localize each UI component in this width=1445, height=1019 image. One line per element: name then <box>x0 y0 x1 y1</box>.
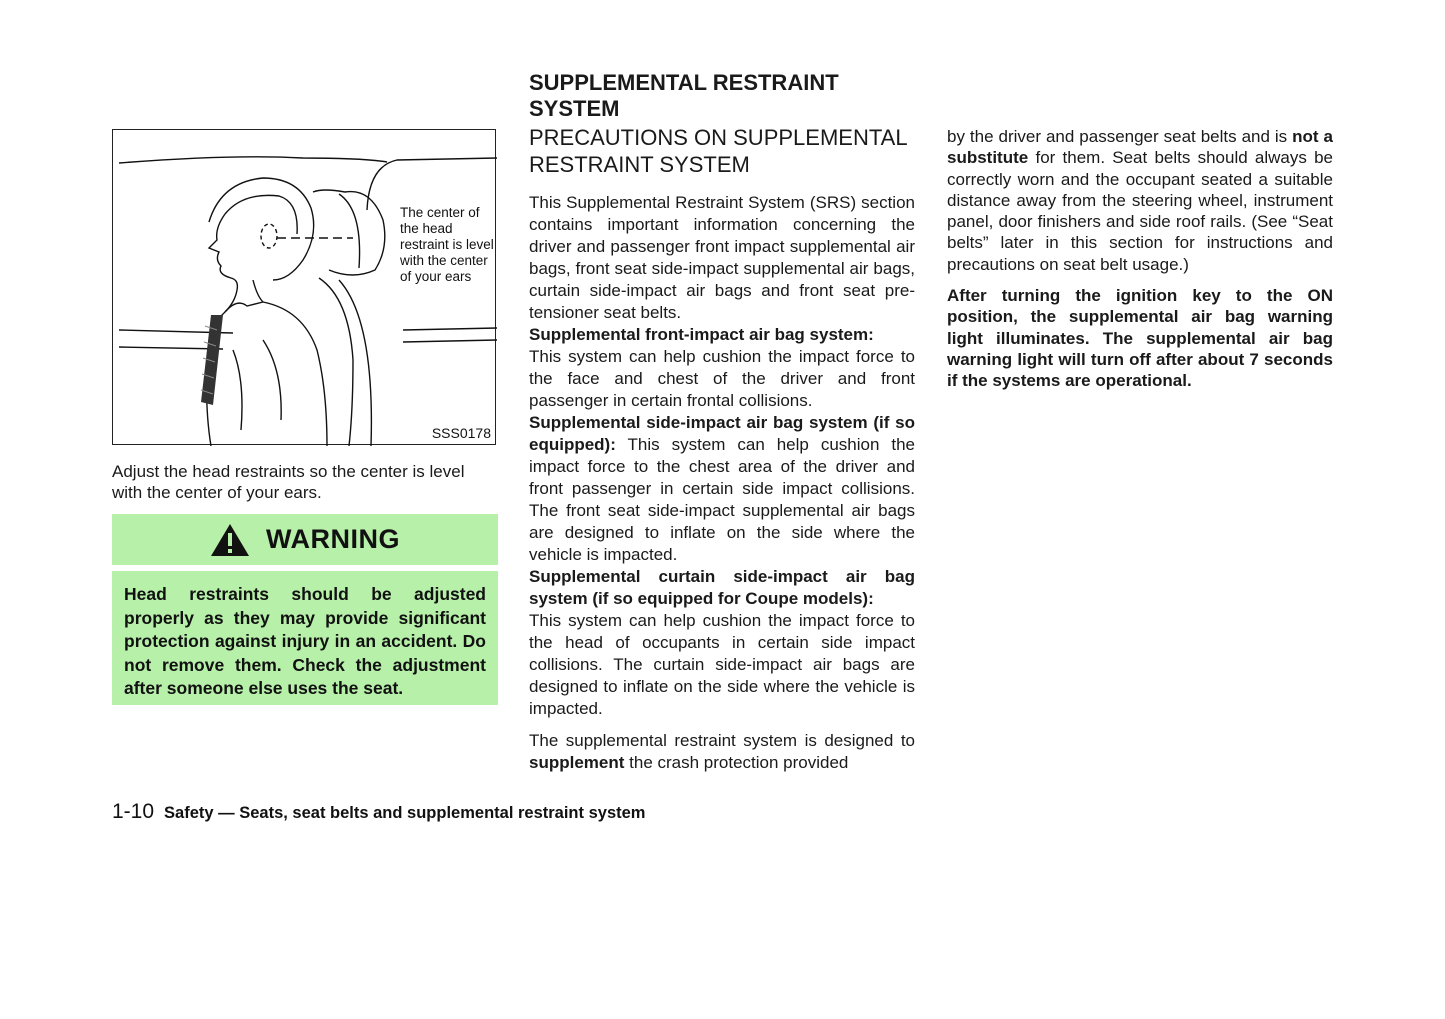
continuation-paragraph <box>947 126 1333 275</box>
continuation-pre: by the driver and passenger seat belts and is <box>947 127 1288 146</box>
footer-section-title: Safety — Seats, seat belts and supplemental restraint system <box>164 804 646 822</box>
front-airbag-paragraph <box>529 324 915 412</box>
figure-code: SSS0178 <box>431 425 491 441</box>
side-airbag-text: This system can help cushion the impact force to the chest area of the driver and front passenger in certain side impact collisions. The front seat side-impact supplemental air bags are designed to inflate on the side where the vehicle is impacted. <box>529 435 915 564</box>
middle-column <box>529 70 915 774</box>
supplement-text-pre: The supplemental restraint system is designed to <box>529 731 915 750</box>
front-airbag-text: This system can help cushion the impact force to the face and chest of the driver and front passenger in certain frontal collisions. <box>529 347 915 410</box>
page-footer <box>112 800 645 824</box>
warning-triangle-icon <box>210 523 250 557</box>
side-airbag-heading: Supplemental side-impact air bag system (if so equipped): <box>529 413 915 454</box>
head-restraint-figure <box>112 129 496 445</box>
head-restraint-illustration <box>113 130 497 446</box>
warning-header <box>112 514 498 565</box>
not-a-substitute: not a substitute <box>947 127 1333 168</box>
section-title: SUPPLEMENTAL RESTRAINT SYSTEM <box>529 70 839 121</box>
curtain-airbag-paragraph <box>529 566 915 720</box>
section-body <box>529 192 915 774</box>
srs-intro: This Supplemental Restraint System (SRS) section contains important information concerning the driver and passenger front impact supplemental air bags, front seat side-impact supplemental air bags, curtain side-impact air bags and front seat pre-tensioner seat belts. <box>529 193 915 322</box>
figure-callout: The center of the head restraint is level with the center of your ears <box>400 205 494 284</box>
section-subtitle: PRECAUTIONS ON SUPPLEMENTAL RESTRAINT SYSTEM <box>529 125 907 177</box>
continuation-post: for them. Seat belts should always be correctly worn and the occupant seated a suitable distance away from the steering wheel, instrument panel, door finishers and side roof rails. (See “Seat belts” later in this section for instructions and precautions on seat belt usage.) <box>947 148 1333 274</box>
supplement-text-post: the crash protection provided <box>629 753 849 772</box>
page-number: 1-10 <box>112 800 155 823</box>
warning-title: WARNING <box>266 524 400 554</box>
curtain-airbag-text: This system can help cushion the impact force to the head of occupants in certain side impact collisions. The curtain side-impact air bags are designed to inflate on the side where the vehicle is impacted. <box>529 611 915 718</box>
warning-body: Head restraints should be adjusted properly as they may provide significant protection against injury in an accident. Do not remove them. Check the adjustment after someone else uses the seat. <box>112 571 498 705</box>
right-column <box>947 126 1333 392</box>
curtain-airbag-heading: Supplemental curtain side-impact air bag system (if so equipped for Coupe models): <box>529 567 915 608</box>
supplement-bold: supplement <box>529 753 625 772</box>
side-airbag-paragraph <box>529 412 915 566</box>
front-airbag-heading: Supplemental front-impact air bag system: <box>529 325 874 344</box>
warning-light-paragraph: After turning the ignition key to the ON position, the supplemental air bag warning light illuminates. The supplemental air bag warning light will turn off after about 7 seconds if the systems are operational. <box>947 286 1333 391</box>
figure-caption: Adjust the head restraints so the center is level with the center of your ears. <box>112 462 465 502</box>
supplement-paragraph <box>529 730 915 774</box>
